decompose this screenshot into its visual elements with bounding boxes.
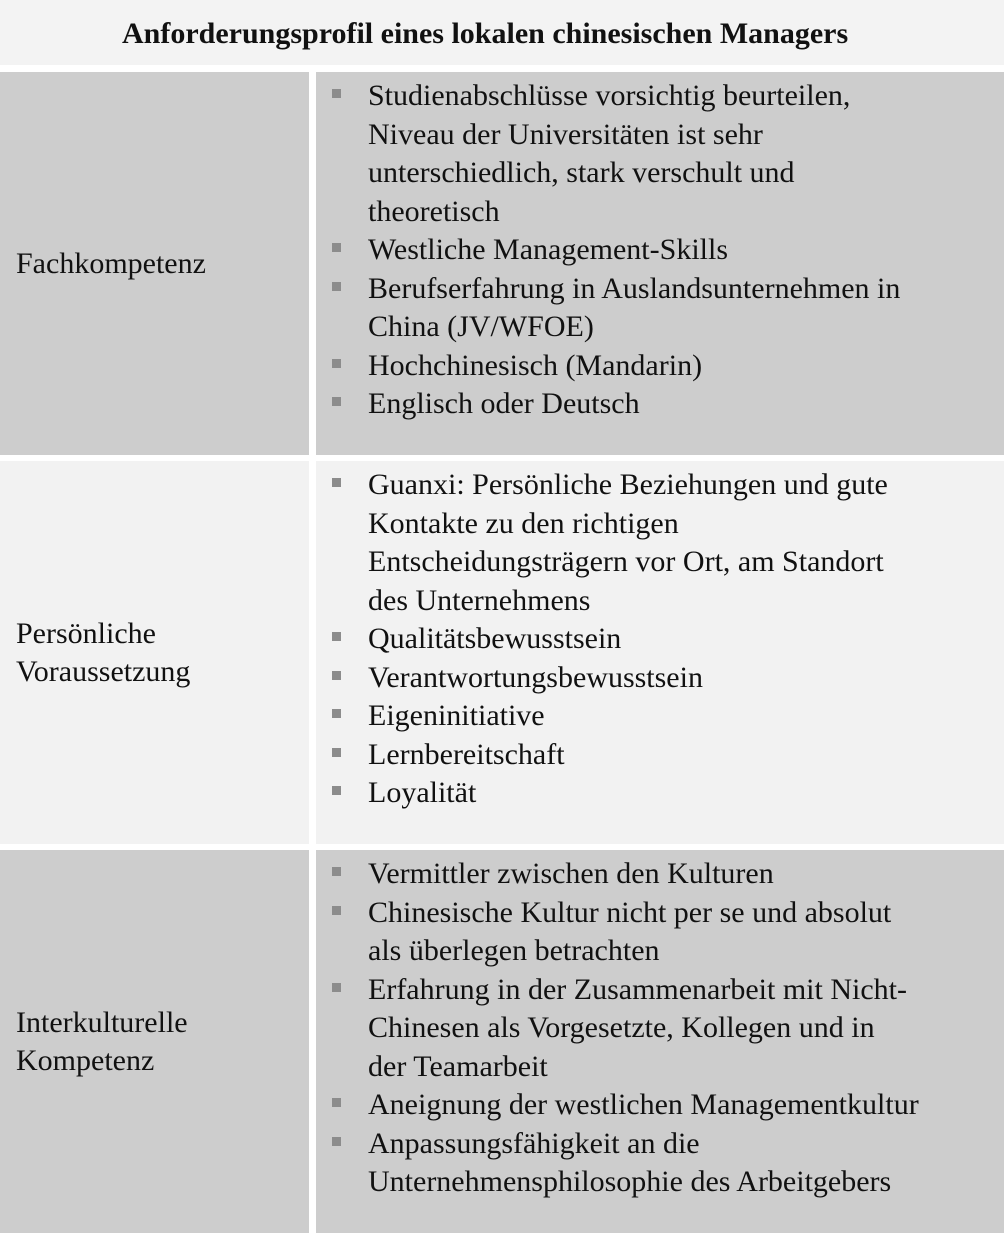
list-item: Anpassungsfähigkeit an die Unternehmensphilosophie des Arbeitgebers (368, 1125, 1000, 1202)
requirements-list (368, 855, 1000, 1202)
category-label (16, 72, 306, 455)
category-label-line: Voraussetzung (16, 654, 191, 688)
category-label (16, 461, 306, 844)
list-item: Berufserfahrung in Auslandsunternehmen in China (JV/WFOE) (368, 270, 1000, 347)
requirements-cell (316, 461, 1004, 844)
table-title: Anforderungsprofil eines lokalen chinesischen Managers (122, 17, 849, 50)
list-item: Hochchinesisch (Mandarin) (368, 347, 1000, 386)
list-item: Studienabschlüsse vorsichtig beurteilen, Niveau der Universitäten ist sehr unterschiedlich, stark verschult und theoretisch (368, 77, 1000, 231)
category-label-line: Persönliche (16, 616, 156, 650)
list-item: Lernbereitschaft (368, 736, 1000, 775)
table-header (0, 0, 1004, 65)
requirements-cell (316, 850, 1004, 1233)
list-item: Englisch oder Deutsch (368, 385, 1000, 424)
category-cell (0, 72, 309, 455)
list-item: Verantwortungsbewusstsein (368, 659, 1000, 698)
list-item: Guanxi: Persönliche Beziehungen und gute Kontakte zu den richtigen Entscheidungsträgern vor Ort, am Standort des Unternehmens (368, 466, 1000, 620)
list-item: Chinesische Kultur nicht per se und absolut als überlegen betrachten (368, 894, 1000, 971)
list-item: Eigeninitiative (368, 697, 1000, 736)
requirements-list (368, 466, 1000, 813)
list-item: Erfahrung in der Zusammenarbeit mit Nicht- Chinesen als Vorgesetzte, Kollegen und in der Teamarbeit (368, 971, 1000, 1087)
table-row-fachkompetenz (0, 72, 1004, 455)
requirements-cell (316, 72, 1004, 455)
category-cell (0, 850, 309, 1233)
table-row-interkulturelle-kompetenz (0, 850, 1004, 1233)
list-item: Qualitätsbewusstsein (368, 620, 1000, 659)
list-item: Vermittler zwischen den Kulturen (368, 855, 1000, 894)
category-cell (0, 461, 309, 844)
list-item: Westliche Management-Skills (368, 231, 1000, 270)
requirements-list (368, 77, 1000, 424)
table-row-persoenliche-voraussetzung (0, 461, 1004, 844)
list-item: Loyalität (368, 774, 1000, 813)
category-label-line: Kompetenz (16, 1043, 155, 1077)
category-label (16, 850, 306, 1233)
category-label-line: Interkulturelle (16, 1005, 188, 1039)
category-label-line: Fachkompetenz (16, 246, 206, 280)
list-item: Aneignung der westlichen Managementkultur (368, 1086, 1000, 1125)
